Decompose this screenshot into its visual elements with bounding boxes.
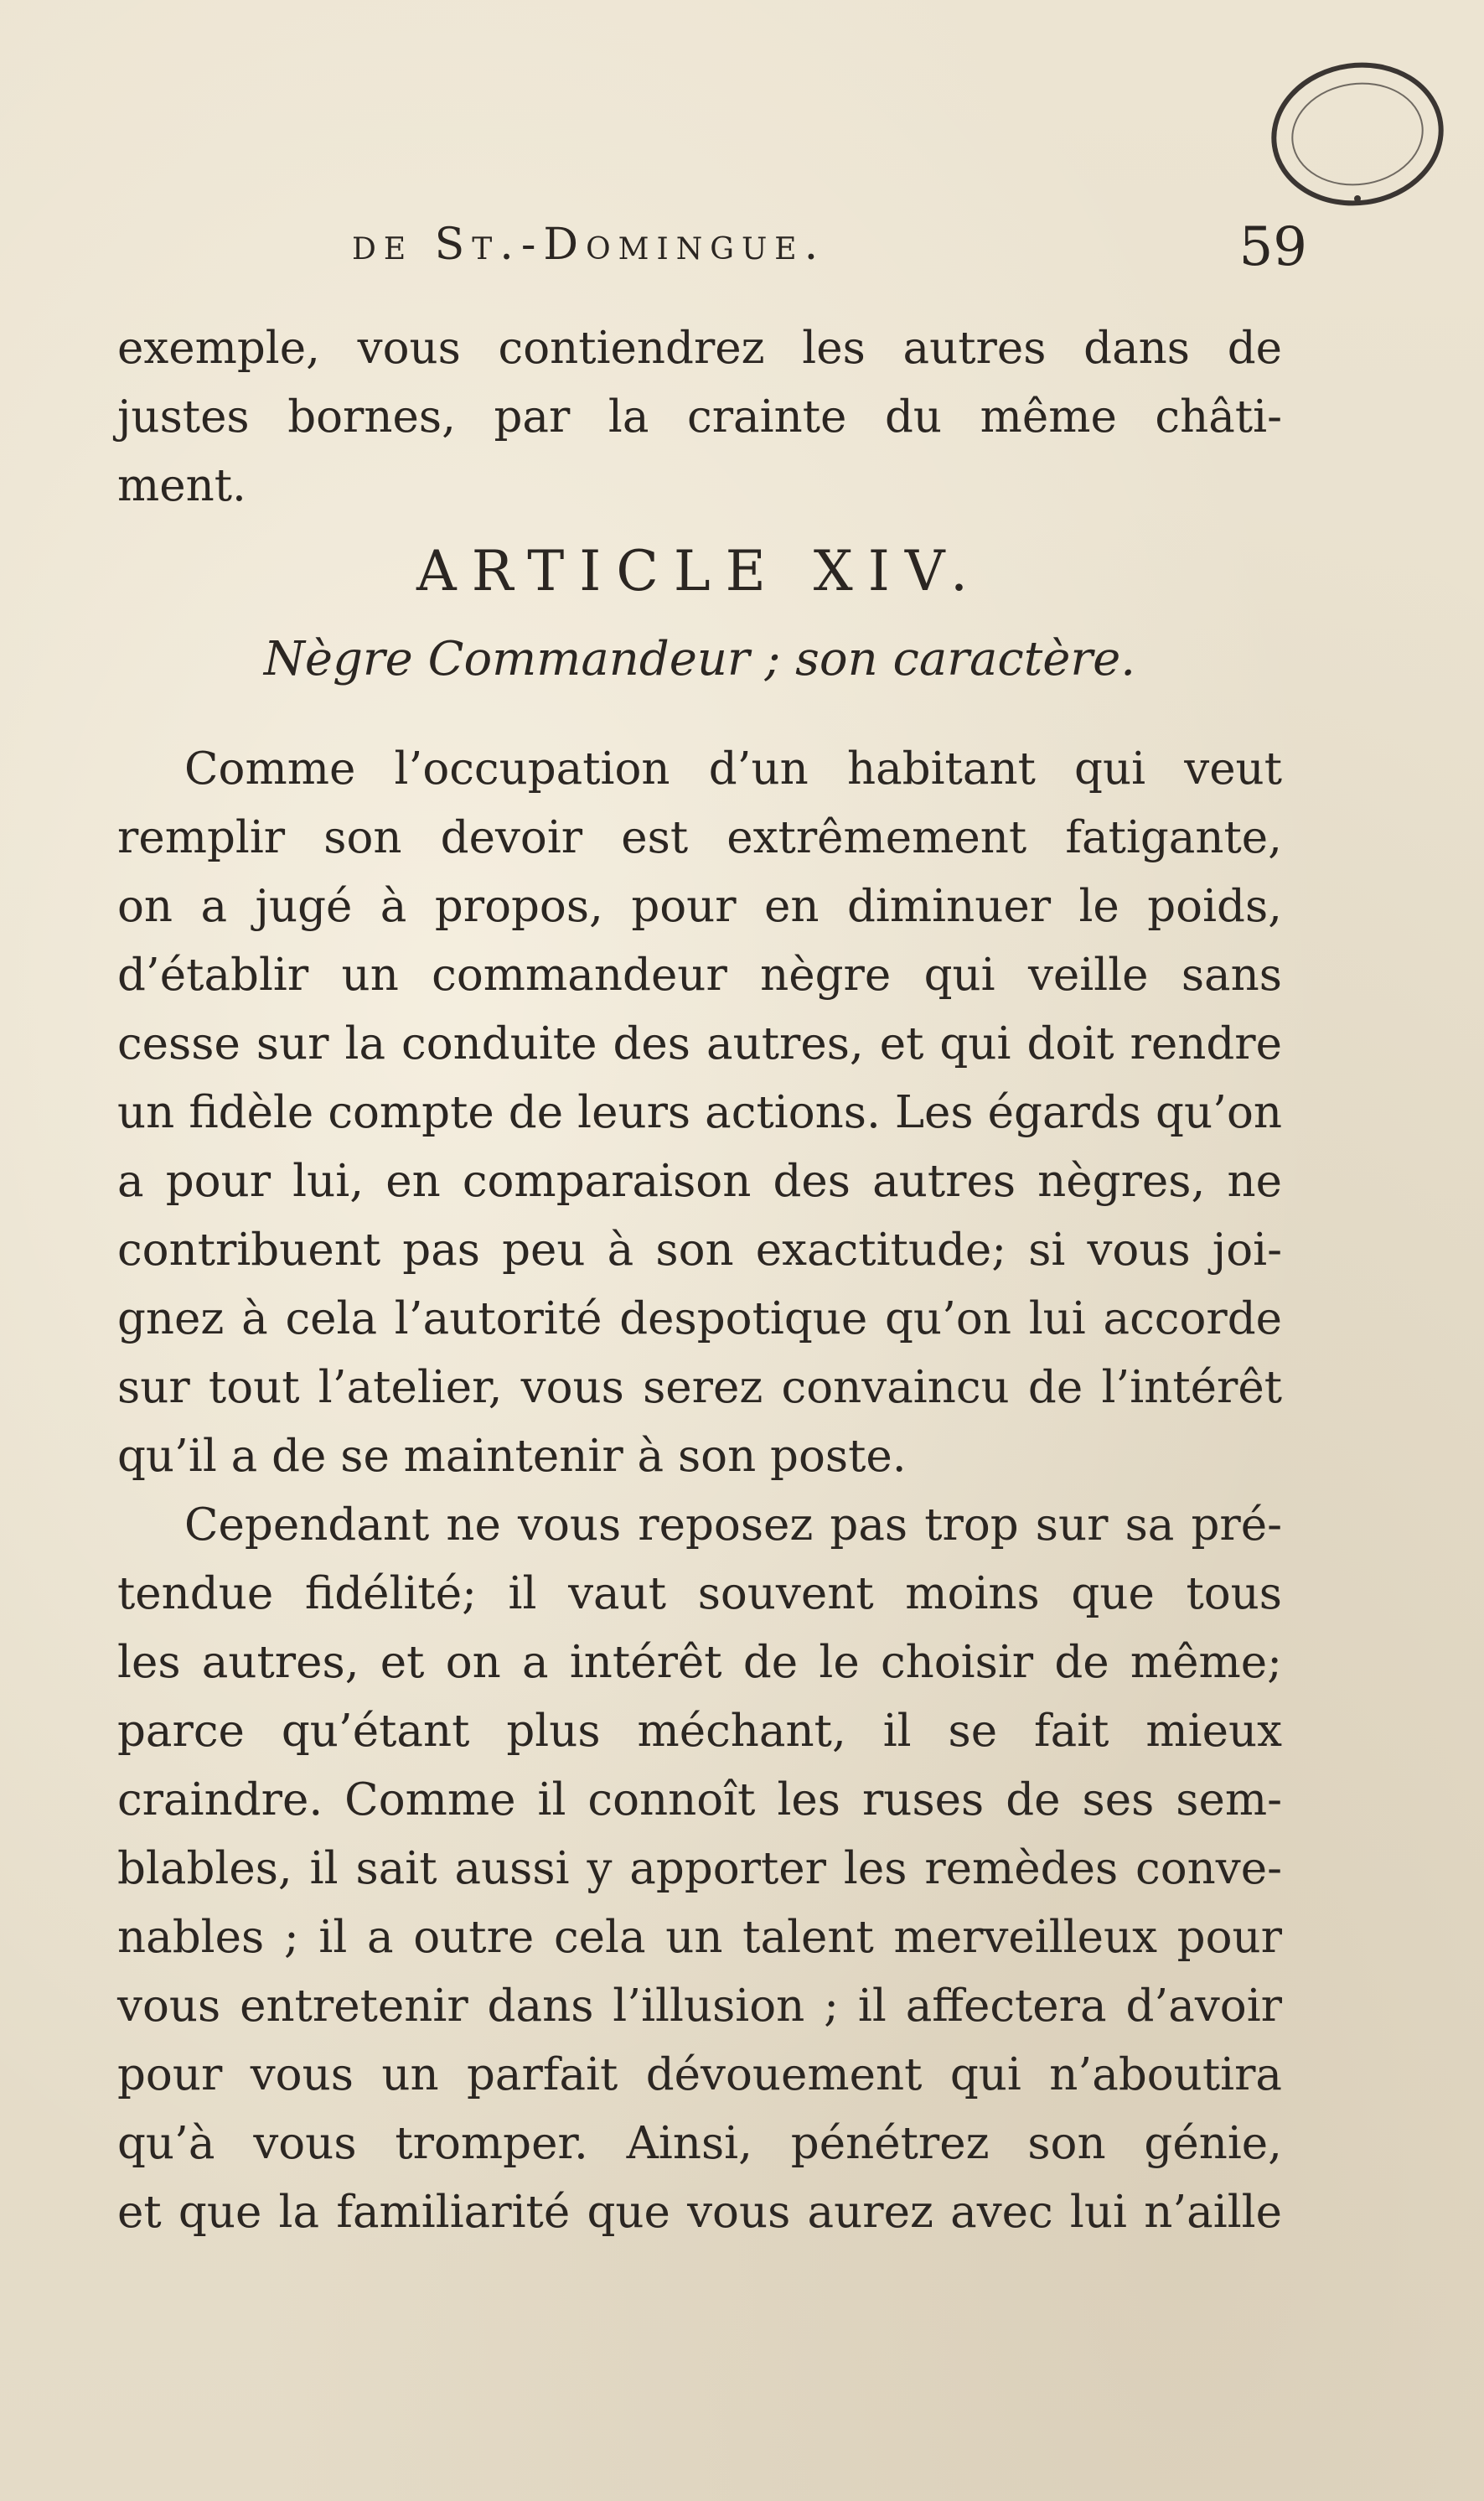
text-line: a pour lui, en comparaison des autres nègres, ne	[117, 1156, 1282, 1207]
text-line: blables, il sait aussi y apporter les remèdes conve-	[117, 1843, 1282, 1894]
text-line: parce qu’étant plus méchant, il se fait mieux	[117, 1706, 1282, 1757]
body-text	[117, 314, 1282, 2247]
running-head-title: de St.-Domingue.	[352, 220, 826, 270]
text-line: les autres, et on a intérêt de le choisir de même;	[117, 1637, 1282, 1688]
text-line: remplir son devoir est extrêmement fatigante,	[117, 812, 1282, 863]
article-subheading: Nègre Commandeur ; son caractère.	[263, 632, 1136, 686]
text-line: gnez à cela l’autorité despotique qu’on lui accorde	[117, 1293, 1282, 1344]
text-line: justes bornes, par la crainte du même châti-	[117, 391, 1282, 443]
text-line: qu’à vous tromper. Ainsi, pénétrez son génie,	[117, 2118, 1282, 2169]
running-head	[352, 216, 1316, 295]
text-line: contribuent pas peu à son exactitude; si vous joi-	[117, 1225, 1282, 1276]
text-line: exemple, vous contiendrez les autres dans de	[117, 323, 1282, 374]
text-line: vous entretenir dans l’illusion ; il affectera d’avoir	[117, 1981, 1282, 2032]
article-heading: ARTICLE XIV.	[416, 539, 983, 603]
text-line: et que la familiarité que vous aurez avec lui n’aille	[117, 2187, 1282, 2238]
text-line: pour vous un parfait dévouement qui n’aboutira	[117, 2049, 1282, 2100]
text-line: sur tout l’atelier, vous serez convaincu de l’intérêt	[117, 1362, 1282, 1413]
text-line: un fidèle compte de leurs actions. Les égards qu’on	[117, 1087, 1282, 1138]
text-line: d’établir un commandeur nègre qui veille sans	[117, 950, 1282, 1001]
text-line: cesse sur la conduite des autres, et qui doit rendre	[117, 1018, 1282, 1069]
text-line: Comme l’occupation d’un habitant qui veut	[184, 743, 1282, 795]
text-line: qu’il a de se maintenir à son poste.	[117, 1431, 907, 1482]
text-line: tendue fidélité; il vaut souvent moins que tous	[117, 1568, 1282, 1619]
text-line: nables ; il a outre cela un talent merveilleux pour	[117, 1912, 1282, 1963]
text-line: Cependant ne vous reposez pas trop sur sa pré-	[184, 1499, 1282, 1551]
page-number: 59	[1238, 216, 1307, 278]
text-line: on a jugé à propos, pour en diminuer le poids,	[117, 881, 1282, 932]
library-stamp	[1264, 52, 1456, 216]
text-line: ment.	[117, 460, 246, 511]
text-line: craindre. Comme il connoît les ruses de ses sem-	[117, 1774, 1282, 1825]
